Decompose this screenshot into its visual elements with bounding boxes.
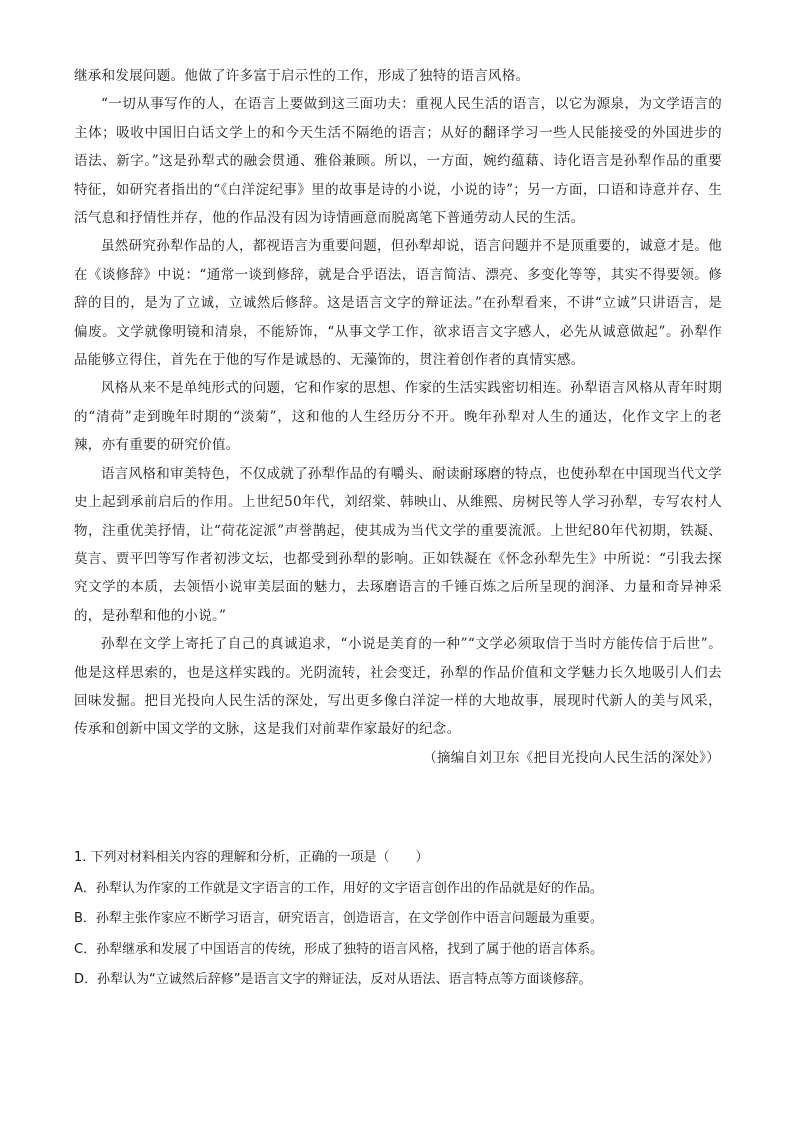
source-citation: （摘编自刘卫东《把目光投向人民生活的深处》） bbox=[423, 749, 720, 766]
paragraph: 孙犁在文学上寄托了自己的真诚追求，“小说是美育的一种”“文学必须取信于当时方能传信于后世”。他是这样思索的，也是这样实践的。光阴流转，社会变迁，孙犁的作品价值和文学魅力长久地吸引人们去回味发掘。把目光投向人民生活的深处，写出更多像白洋淀一样的大地故事，展现时代新人的美与风采，传承和创新中国文学的文脉，这是我们对前辈作家最好的纪念。 bbox=[74, 636, 722, 738]
paragraph-continuation: 继承和发展问题。他做了许多富于启示性的工作，形成了独特的语言风格。 bbox=[74, 68, 530, 84]
reading-passage bbox=[74, 62, 722, 772]
option-c: C．孙犁继承和发展了中国语言的传统，形成了独特的语言风格，找到了属于他的语言体系。 bbox=[74, 941, 604, 957]
question-stem: 1. 下列对材料相关内容的理解和分析，正确的一项是（ ） bbox=[74, 850, 429, 865]
paragraph: 风格从来不是单纯形式的问题，它和作家的思想、作家的生活实践密切相连。孙犁语言风格从青年时期的“清荷”走到晚年时期的“淡菊”，这和他的人生经历分不开。晚年孙犁对人生的通达，化作文字上的老辣，亦有重要的研究价值。 bbox=[74, 380, 722, 454]
question-block bbox=[74, 843, 722, 996]
option-d: D．孙犁认为“立诚然后辞修”是语言文字的辩证法，反对从语法、语言特点等方面谈修辞。 bbox=[74, 972, 592, 987]
paragraph: “一切从事写作的人，在语言上要做到这三面功夫：重视人民生活的语言，以它为源泉，为文学语言的主体；吸收中国旧白话文学上的和今天生活不隔绝的语言；从好的翻译学习一些人民能接受的外国进步的语法、新字。”这是孙犁式的融会贯通、雅俗兼顾。所以，一方面，婉约蕴藉、诗化语言是孙犁作品的重要特征，如研究者指出的“《白洋淀纪事》里的故事是诗的小说，小说的诗”；另一方面，口语和诗意并存、生活气息和抒情性并存，他的作品没有因为诗情画意而脱离笔下普通劳动人民的生活。 bbox=[74, 96, 722, 227]
option-a: A．孙犁认为作家的工作就是文字语言的工作，用好的文字语言创作出的作品就是好的作品。 bbox=[74, 880, 603, 896]
paragraph: 语言风格和审美特色，不仅成就了孙犁作品的有嚼头、耐读耐琢磨的特点，也使孙犁在中国现当代文学史上起到承前启后的作用。上世纪50年代，刘绍棠、韩映山、从维熙、房树民等人学习孙犁，专写农村人物，注重优美抒情，让“荷花淀派”声誉鹊起，使其成为当代文学的重要流派。上世纪80年代初期，铁凝、莫言、贾平凹等写作者初涉文坛，也都受到孙犁的影响。正如铁凝在《怀念孙犁先生》中所说：“引我去探究文学的本质，去领悟小说审美层面的魅力，去琢磨语言的千锤百炼之后所呈现的润泽、力量和奇异神采的，是孙犁和他的小说。” bbox=[74, 465, 722, 624]
paragraph: 虽然研究孙犁作品的人，都视语言为重要问题，但孙犁却说，语言问题并不是顶重要的，诚意才是。他在《谈修辞》中说：“通常一谈到修辞，就是合乎语法，语言简洁、漂亮、多变化等等，其实不得要领。修辞的目的，是为了立诚，立诚然后修辞。这是语言文字的辩证法。”在孙犁看来，不讲“立诚”只讲语言，是偏废。文学就像明镜和清泉，不能矫饰，“从事文学工作，欲求语言文字感人，必先从诚意做起”。孙犁作品能够立得住，首先在于他的写作是诚恳的、无藻饰的，贯注着创作者的真情实感。 bbox=[74, 238, 722, 369]
option-b: B．孙犁主张作家应不断学习语言，研究语言，创造语言，在文学创作中语言问题最为重要。 bbox=[74, 911, 603, 926]
